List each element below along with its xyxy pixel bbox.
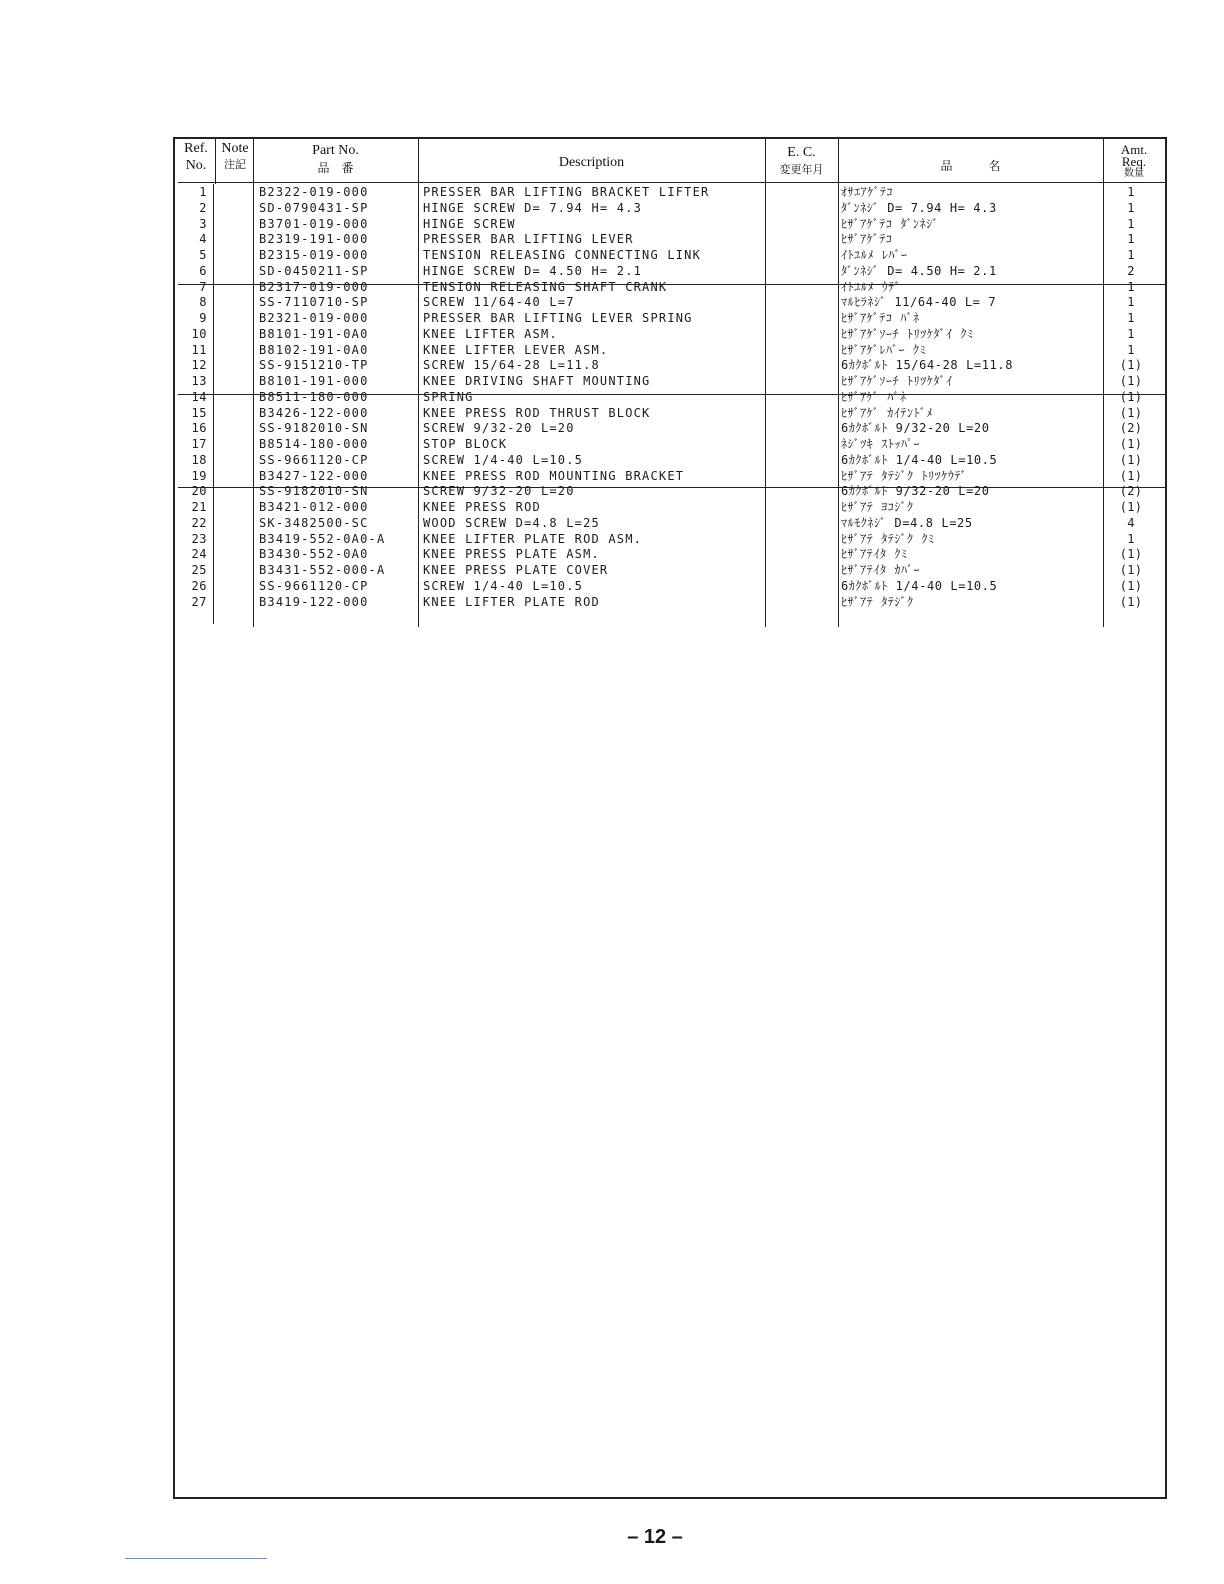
part-number-cell: B8511-180-000 [259,389,369,404]
part-number-cell: B2321-019-000 [259,311,369,325]
part-number-cell: B3419-122-000 [259,594,369,609]
part-number-cell: SD-0450211-SP [259,263,369,278]
part-number-cell: SK-3482500-SC [259,515,369,530]
japanese-name-cell: ﾏﾙﾋﾗﾈｼﾞ 11/64-40 L= 7 [841,295,997,310]
japanese-name-cell: ﾋｻﾞｱﾃｲﾀ ｶﾊﾞｰ [841,563,921,577]
amount-cell: (1) [1119,452,1143,467]
table-row [177,295,1157,311]
ref-cell: 23 [191,531,207,546]
japanese-name-cell: 6ｶｸﾎﾞﾙﾄ 15/64-28 L=11.8 [841,358,1014,373]
part-number-cell: B3421-012-000 [259,500,369,514]
table-row [177,406,1157,422]
japanese-name-cell: ｲﾄﾕﾙﾒ ｳﾃﾞ [841,279,902,294]
part-number-cell: B2315-019-000 [259,248,369,262]
header-amt-line1: Amt. [1120,142,1148,157]
table-row [177,532,1157,548]
part-number-cell: B8101-191-000 [259,374,369,388]
description-cell: KNEE PRESS PLATE COVER [423,563,609,577]
part-number-cell: SS-9182010-SN [259,421,369,436]
description-cell: KNEE LIFTER LEVER ASM. [423,342,609,357]
japanese-name-cell: ﾏﾙﾓｸﾈｼﾞ D=4.8 L=25 [841,515,973,530]
amount-cell: 1 [1127,200,1135,215]
table-row [177,595,1157,611]
table-row [177,327,1157,343]
japanese-name-cell: ﾋｻﾞｱｹﾞ ﾊﾞﾈ [841,389,907,404]
description-cell: SPRING [423,389,474,404]
table-row [177,453,1157,469]
amount-cell: 1 [1127,311,1135,325]
description-cell: HINGE SCREW D= 4.50 H= 2.1 [423,263,643,278]
amount-cell: 4 [1127,515,1135,530]
ref-cell: 6 [199,263,207,278]
amount-cell: (1) [1119,578,1143,593]
japanese-name-cell: ｲﾄﾕﾙﾒ ﾚﾊﾞｰ [841,248,908,262]
ref-cell: 2 [199,200,207,215]
description-cell: STOP BLOCK [423,437,508,451]
header-amt-line2: Req. [1121,154,1147,169]
japanese-name-cell: 6ｶｸﾎﾞﾙﾄ 9/32-20 L=20 [841,421,990,436]
table-row [177,280,1157,296]
ref-cell: 5 [199,248,207,262]
table-row [177,232,1157,248]
ref-cell: 26 [191,578,207,593]
amount-cell: 1 [1127,279,1135,294]
part-number-cell: SS-9661120-CP [259,578,369,593]
description-cell: SCREW 15/64-28 L=11.8 [423,358,600,373]
ref-cell: 24 [191,547,207,562]
part-number-cell: B3430-552-0A0 [259,547,369,562]
table-row [177,469,1157,485]
header-ref [177,142,215,172]
part-number-cell: B2322-019-000 [259,185,369,199]
page-number: – 12 – [627,1526,683,1548]
part-number-cell: B8101-191-0A0 [259,326,369,341]
amount-cell: 1 [1127,185,1135,199]
header-note [215,142,255,172]
ref-cell: 10 [191,326,207,341]
japanese-name-cell: ﾈｼﾞﾂｷ ｽﾄｯﾊﾟｰ [841,437,921,451]
header-ec-line2: 変更年月 [779,164,824,176]
amount-cell: 1 [1127,531,1135,546]
amount-cell: 2 [1127,263,1135,278]
amount-cell: (1) [1119,437,1143,451]
description-cell: WOOD SCREW D=4.8 L=25 [423,515,600,530]
amount-cell: 1 [1127,342,1135,357]
ref-cell: 25 [191,563,207,577]
description-cell: KNEE PRESS ROD [423,500,541,514]
table-row [177,374,1157,390]
ref-cell: 18 [191,452,207,467]
part-number-cell: SS-9182010-SN [259,484,369,499]
japanese-name-cell: ﾀﾞﾝﾈｼﾞ D= 7.94 H= 4.3 [841,200,997,215]
japanese-name-cell: 6ｶｸﾎﾞﾙﾄ 9/32-20 L=20 [841,484,990,499]
table-row [177,264,1157,280]
table-row [177,500,1157,516]
japanese-name-cell: ｵｻｴｱｹﾞﾃｺ [841,185,894,199]
amount-cell: (1) [1119,468,1143,483]
description-cell: HINGE SCREW D= 7.94 H= 4.3 [423,200,643,215]
japanese-name-cell: ﾋｻﾞｱｹﾞﾃｺ ﾊﾞﾈ [841,311,920,325]
description-cell: KNEE PRESS ROD THRUST BLOCK [423,405,651,420]
description-cell: TENSION RELEASING SHAFT CRANK [423,279,668,294]
japanese-name-cell: ﾋｻﾞｱｹﾞｿｰﾁ ﾄﾘﾂｹﾀﾞｲ [841,374,953,388]
ref-cell: 1 [199,185,207,199]
header-divider [178,182,1165,183]
amount-cell: (1) [1119,405,1143,420]
description-cell: PRESSER BAR LIFTING LEVER [423,232,634,247]
japanese-name-cell: ﾋｻﾞｱｹﾞ ｶｲﾃﾝﾄﾞﾒ [841,405,933,420]
table-row [177,390,1157,406]
table-row [177,343,1157,359]
ref-cell: 15 [191,405,207,420]
amount-cell: (1) [1119,389,1143,404]
ref-cell: 7 [199,279,207,294]
ref-cell: 22 [191,515,207,530]
header-amt [1103,144,1165,180]
part-number-cell: B3426-122-000 [259,405,369,420]
part-number-cell: B3419-552-0A0-A [259,531,386,546]
ref-cell: 8 [199,295,207,310]
japanese-name-cell: ﾋｻﾞｱｹﾞﾃｺ [841,232,893,247]
description-cell: HINGE SCREW [423,216,516,231]
table-row [177,201,1157,217]
header-ec-line1: E. C. [787,145,816,160]
table-row [177,217,1157,233]
table-row [177,547,1157,563]
header-ref-line2: No. [185,158,207,173]
description-cell: KNEE PRESS ROD MOUNTING BRACKET [423,468,685,483]
table-row [177,563,1157,579]
table-row [177,311,1157,327]
japanese-name-cell: ﾋｻﾞｱｹﾞﾃｺ ﾀﾞﾝﾈｼﾞ [841,216,939,231]
part-number-cell: B3431-552-000-A [259,563,386,577]
amount-cell: (1) [1119,563,1143,577]
table-row [177,437,1157,453]
header-part-line1: Part No. [312,143,359,158]
header-part-no [253,144,418,175]
ref-cell: 12 [191,358,207,373]
ref-cell: 9 [199,311,207,325]
description-cell: KNEE LIFTER PLATE ROD ASM. [423,531,643,546]
ref-cell: 11 [191,342,207,357]
table-row [177,185,1157,201]
amount-cell: 1 [1127,232,1135,247]
japanese-name-cell: ﾋｻﾞｱｹﾞｿｰﾁ ﾄﾘﾂｹﾀﾞｲ ｸﾐ [841,326,974,341]
amount-cell: 1 [1127,326,1135,341]
japanese-name-cell: 6ｶｸﾎﾞﾙﾄ 1/4-40 L=10.5 [841,452,998,467]
description-cell: KNEE LIFTER ASM. [423,326,558,341]
header-description: Description [558,155,625,170]
part-number-cell: B2317-019-000 [259,279,369,294]
description-cell: KNEE PRESS PLATE ASM. [423,547,600,562]
part-number-cell: B8102-191-0A0 [259,342,369,357]
description-cell: KNEE LIFTER PLATE ROD [423,594,600,609]
amount-cell: (1) [1119,594,1143,609]
part-number-cell: SS-7110710-SP [259,295,369,310]
japanese-name-cell: ﾋｻﾞｱﾃ ﾀﾃｼﾞｸ ﾄﾘﾂｹｳﾃﾞ [841,468,968,483]
ref-cell: 13 [191,374,207,388]
part-number-cell: SS-9151210-TP [259,358,369,373]
amount-cell: (1) [1119,358,1143,373]
amount-cell: (2) [1119,421,1143,436]
amount-cell: (1) [1119,547,1143,562]
table-row [177,421,1157,437]
part-number-cell: SS-9661120-CP [259,452,369,467]
part-number-cell: B3701-019-000 [259,216,369,231]
table-row [177,579,1157,595]
header-ec [765,146,838,177]
description-cell: SCREW 9/32-20 L=20 [423,421,575,436]
description-cell: SCREW 1/4-40 L=10.5 [423,452,584,467]
part-number-cell: B3427-122-000 [259,468,369,483]
japanese-name-cell: 6ｶｸﾎﾞﾙﾄ 1/4-40 L=10.5 [841,578,998,593]
ref-cell: 20 [191,484,207,499]
part-number-cell: SD-0790431-SP [259,200,369,215]
ref-cell: 14 [191,389,207,404]
ref-cell: 21 [191,500,207,514]
japanese-name-cell: ﾋｻﾞｱﾃ ﾖｺｼﾞｸ [841,500,914,514]
table-row [177,484,1157,500]
header-amt-line3: 数量 [1124,168,1144,179]
amount-cell: 1 [1127,248,1135,262]
description-cell: TENSION RELEASING CONNECTING LINK [423,248,702,262]
amount-cell: (2) [1119,484,1143,499]
amount-cell: 1 [1127,295,1135,310]
description-cell: SCREW 11/64-40 L=7 [423,295,575,310]
amount-cell: (1) [1119,500,1143,514]
header-ref-line1: Ref. [184,141,208,156]
table-row [177,248,1157,264]
header-jp-name: 品 名 [940,159,1001,173]
ref-cell: 17 [191,437,207,451]
header-part-line2: 品 番 [317,161,354,175]
ref-cell: 16 [191,421,207,436]
description-cell: PRESSER BAR LIFTING LEVER SPRING [423,311,693,325]
table-row [177,516,1157,532]
japanese-name-cell: ﾋｻﾞｱﾃｲﾀ ｸﾐ [841,547,908,562]
table-row [177,358,1157,374]
ref-cell: 27 [191,594,207,609]
description-cell: KNEE DRIVING SHAFT MOUNTING [423,374,651,388]
description-cell: SCREW 9/32-20 L=20 [423,484,575,499]
ref-cell: 4 [199,232,207,247]
japanese-name-cell: ﾀﾞﾝﾈｼﾞ D= 4.50 H= 2.1 [841,263,997,278]
header-note-line1: Note [221,141,249,156]
japanese-name-cell: ﾋｻﾞｱｹﾞﾚﾊﾞｰ ｸﾐ [841,342,927,357]
footer-rule [125,1558,267,1559]
description-cell: PRESSER BAR LIFTING BRACKET LIFTER [423,185,710,199]
japanese-name-cell: ﾋｻﾞｱﾃ ﾀﾃｼﾞｸ [841,594,914,609]
part-number-cell: B8514-180-000 [259,437,369,451]
amount-cell: 1 [1127,216,1135,231]
japanese-name-cell: ﾋｻﾞｱﾃ ﾀﾃｼﾞｸ ｸﾐ [841,531,935,546]
amount-cell: (1) [1119,374,1143,388]
part-number-cell: B2319-191-000 [259,232,369,247]
description-cell: SCREW 1/4-40 L=10.5 [423,578,584,593]
ref-cell: 19 [191,468,207,483]
ref-cell: 3 [199,216,207,231]
header-note-line2: 注記 [224,159,246,171]
